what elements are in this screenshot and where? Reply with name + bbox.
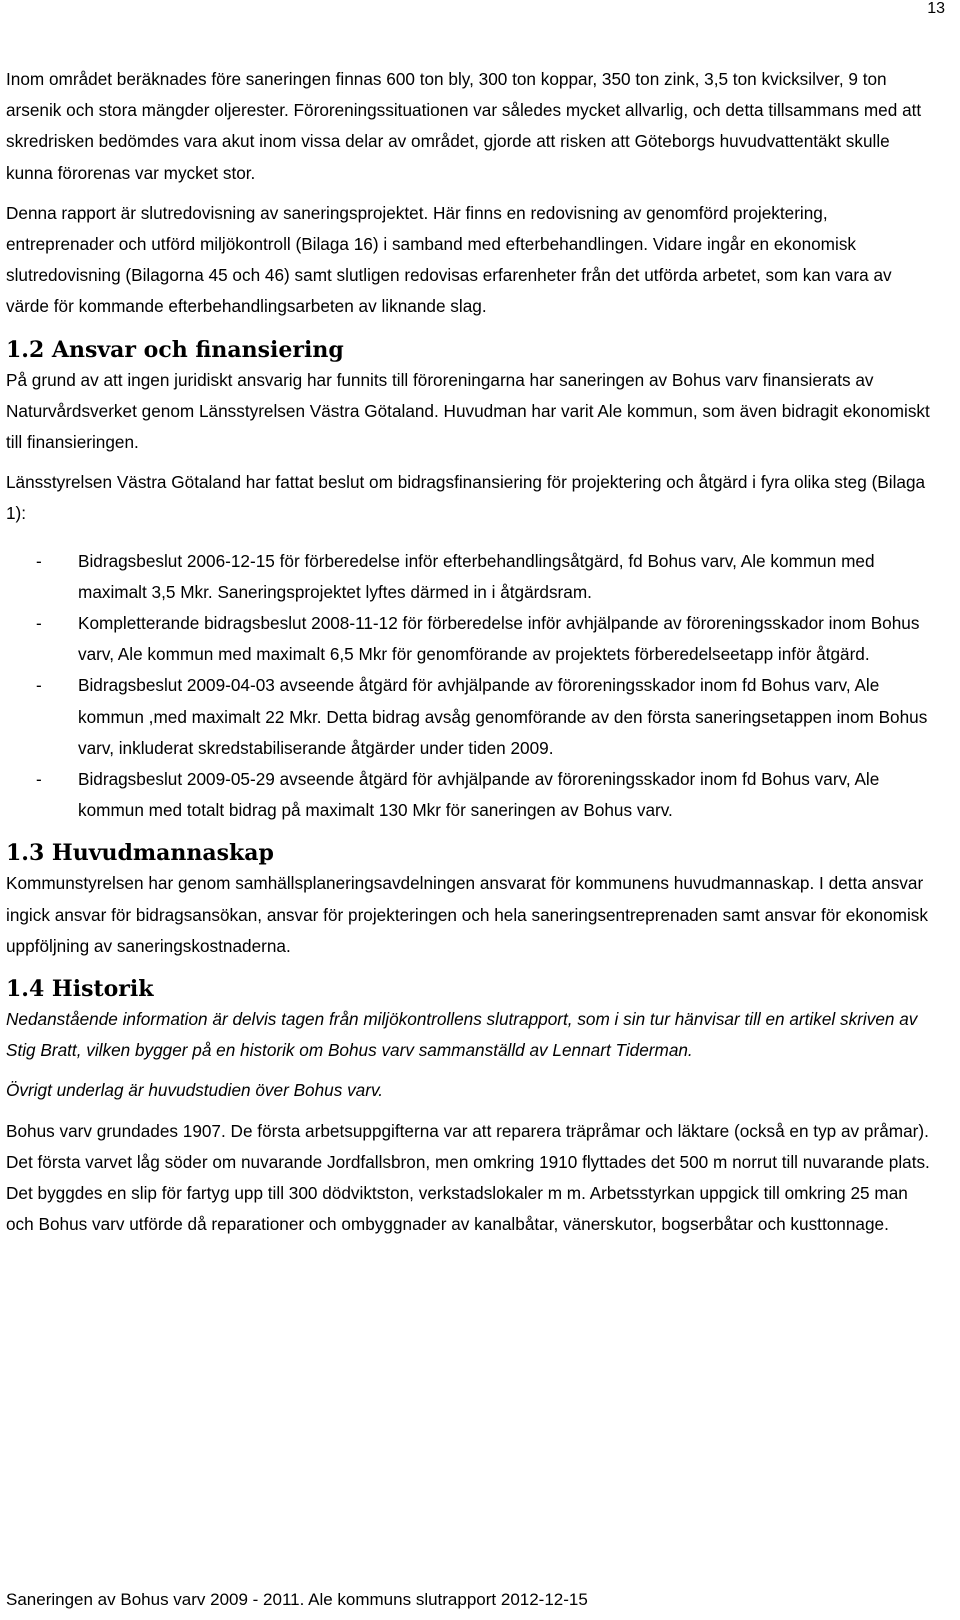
funding-decisions-list [6, 546, 936, 827]
list-item-text: Kompletterande bidragsbeslut 2008-11-12 för förberedelse inför avhjälpande av föroreningsskador inom Bohus varv, Ale kommun med maximalt 6,5 Mkr för genomförande av projektets förberedelseetapp inför åtgärd. [78, 613, 920, 665]
list-dash: - [36, 613, 42, 634]
document-body [6, 64, 936, 1241]
history-other-source-note: Övrigt underlag är huvudstudien över Bohus varv. [6, 1080, 384, 1101]
financing-paragraph-1: På grund av att ingen juridiskt ansvarig har funnits till föroreningarna har saneringen av Bohus varv finansierats av Naturvårdsverket genom Länsstyrelsen Västra Götaland. Huvudman har varit Ale kommun, som även bidragit ekonomiskt till finansieringen. [6, 369, 930, 453]
list-item-text: Bidragsbeslut 2009-05-29 avseende åtgärd för avhjälpande av föroreningsskador inom fd Bohus varv, Ale kommun med totalt bidrag på maximalt 130 Mkr för saneringen av Bohus varv. [78, 769, 880, 821]
section-heading-1-2: 1.2 Ansvar och finansiering [6, 336, 344, 363]
list-item [6, 764, 936, 826]
intro-paragraph-2: Denna rapport är slutredovisning av saneringsprojektet. Här finns en redovisning av genomförd projektering, entreprenader och utförd miljökontroll (Bilaga 16) i samband med efterbehandlingen. Vidare ingår en ekonomisk slutredovisning (Bilagorna 45 och 46) samt slutligen redovisas erfarenheter från det utförda arbetet, som kan vara av värde för kommande efterbehandlingsarbeten av liknande slag. [6, 202, 892, 317]
history-paragraph: Bohus varv grundades 1907. De första arbetsuppgifterna var att reparera träpråmar och läktare (också en typ av pråmar). Det första varvet låg söder om nuvarande Jordfallsbron, men omkring 1910 flyttades det 500 m norrut till nuvarande plats. Det byggdes en slip för fartyg upp till 300 dödviktston, verkstadslokaler m m. Arbetsstyrkan uppgick till omkring 25 man och Bohus varv utförde då reparationer och ombyggnader av kanalbåtar, vänerskutor, bogserbåtar och kusttonnage. [6, 1120, 930, 1235]
leadership-paragraph: Kommunstyrelsen har genom samhällsplaneringsavdelningen ansvarat för kommunens huvudmannaskap. I detta ansvar ingick ansvar för bidragsansökan, ansvar för projekteringen och hela saneringsentreprenaden samt ansvar för ekonomisk uppföljning av saneringskostnaderna. [6, 873, 928, 956]
list-item [6, 670, 936, 764]
intro-paragraph-1: Inom området beräknades före saneringen finnas 600 ton bly, 300 ton koppar, 350 ton zink, 3,5 ton kvicksilver, 9 ton arsenik och stora mängder oljerester. Föroreningssituationen var således mycket allvarlig, och detta tillsammans med att skredrisken bedömdes vara akut inom vissa delar av området, gjorde att risken att Göteborgs huvudvattentäkt skulle kunna förorenas var mycket stor. [6, 69, 922, 183]
section-heading-1-4: 1.4 Historik [6, 976, 154, 1003]
list-item-text: Bidragsbeslut 2009-04-03 avseende åtgärd för avhjälpande av föroreningsskador inom fd Bohus varv, Ale kommun ,med maximalt 22 Mkr. Detta bidrag avsåg genomförande av den första saneringsetappen inom Bohus varv, inkluderat skredstabiliserande åtgärder under tiden 2009. [78, 675, 928, 758]
section-heading-1-3: 1.3 Huvudmannaskap [6, 840, 274, 867]
page-number: 13 [927, 0, 945, 17]
list-item [6, 608, 936, 670]
list-item [6, 546, 936, 608]
history-source-note: Nedanstående information är delvis tagen från miljökontrollens slutrapport, som i sin tur hänvisar till en artikel skriven av Stig Bratt, vilken bygger på en historik om Bohus varv sammanställd av Lennart Tiderman. [6, 1009, 918, 1061]
financing-paragraph-2: Länsstyrelsen Västra Götaland har fattat beslut om bidragsfinansiering för projektering och åtgärd i fyra olika steg (Bilaga 1): [6, 472, 926, 524]
list-item-text: Bidragsbeslut 2006-12-15 för förberedelse inför efterbehandlingsåtgärd, fd Bohus varv, Ale kommun med maximalt 3,5 Mkr. Saneringsprojektet lyftes därmed in i åtgärdsram. [78, 550, 875, 602]
list-dash: - [36, 675, 42, 696]
page-footer: Saneringen av Bohus varv 2009 - 2011. Ale kommuns slutrapport 2012-12-15 [6, 1590, 588, 1609]
list-dash: - [36, 769, 42, 790]
list-dash: - [36, 550, 42, 571]
